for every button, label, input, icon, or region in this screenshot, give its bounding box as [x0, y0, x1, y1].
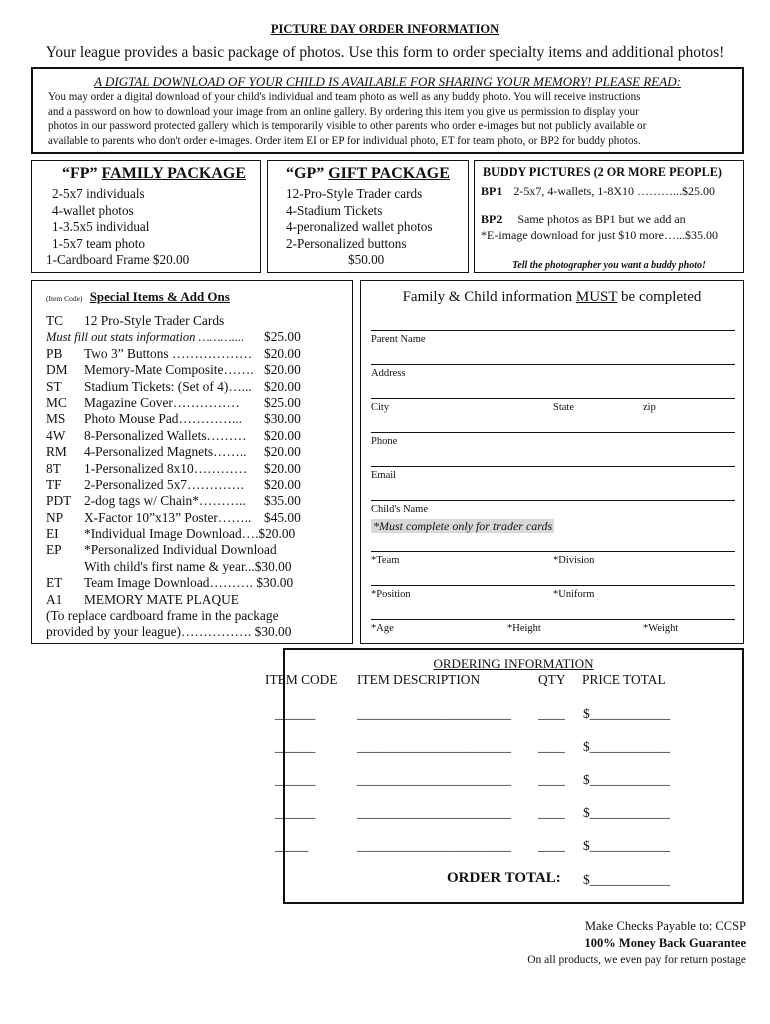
special-item-row	[46, 444, 352, 460]
item-code: TF	[46, 476, 62, 492]
item-price: $35.00	[264, 493, 301, 509]
item-code: 4W	[46, 427, 66, 443]
bp1-line	[481, 183, 743, 199]
buddy-pictures-box	[474, 160, 744, 273]
position-label: *Position	[371, 589, 411, 600]
special-heading	[46, 289, 352, 305]
item-code: DM	[46, 362, 68, 378]
fp-line: 2-5x7 individuals	[52, 186, 145, 201]
special-item-row	[46, 542, 352, 558]
col-price-total: PRICE TOTAL	[582, 672, 666, 687]
order-total-line-field[interactable]: $____________	[583, 739, 671, 754]
item-code: 8T	[46, 460, 61, 476]
ordering-heading: ORDERING INFORMATION	[433, 656, 594, 671]
item-description: Stadium Tickets: (Set of 4)…...	[84, 378, 252, 394]
fp-line: 1-Cardboard Frame $20.00	[46, 252, 190, 267]
gp-prefix: “GP”	[286, 165, 325, 182]
city-label: City	[371, 402, 390, 413]
buddy-heading: BUDDY PICTURES (2 OR MORE PEOPLE)	[483, 165, 722, 179]
item-price: $20.00	[264, 345, 301, 361]
child-note-text: *Must complete only for trader cards	[373, 519, 553, 533]
special-item-row	[46, 313, 352, 329]
age-label: *Age	[371, 623, 394, 634]
gp-price: $50.00	[348, 252, 385, 267]
age-line[interactable]	[371, 619, 735, 620]
order-item-description-field[interactable]: _______________________	[357, 772, 511, 787]
order-item-description-field[interactable]: _______________________	[357, 805, 511, 820]
phone-label: Phone	[371, 436, 398, 447]
special-tail: (To replace cardboard frame in the package	[46, 608, 279, 624]
item-code: EI	[46, 526, 59, 542]
item-code: MC	[46, 394, 67, 410]
special-item-row	[46, 575, 352, 591]
position-line[interactable]	[371, 585, 735, 586]
digital-body	[48, 90, 727, 148]
uniform-label: *Uniform	[553, 589, 595, 600]
parent-name-line[interactable]	[371, 330, 735, 331]
checks-payable: Make Checks Payable to: CCSP	[584, 919, 746, 933]
child-note	[371, 519, 554, 534]
order-total-field[interactable]: $____________	[583, 872, 671, 887]
order-total-line-field[interactable]: $____________	[583, 772, 671, 787]
order-total-line-field[interactable]: $____________	[583, 706, 671, 721]
item-price: $20.00	[264, 362, 301, 378]
state-label: State	[553, 402, 574, 413]
order-item-description-field[interactable]: _______________________	[357, 706, 511, 721]
bp1-code: BP1	[481, 184, 503, 198]
order-qty-field[interactable]: ____	[538, 805, 565, 820]
item-description: With child's first name & year...$30.00	[84, 558, 292, 574]
email-line[interactable]	[371, 466, 735, 467]
item-code: PB	[46, 345, 63, 361]
item-code: MS	[46, 411, 66, 427]
order-total-line-field[interactable]: $____________	[583, 805, 671, 820]
special-tail: provided by your league)……………. $30.00	[46, 624, 292, 640]
order-total-line-field[interactable]: $____________	[583, 838, 671, 853]
fp-line: 4-wallet photos	[52, 202, 134, 218]
item-description: Photo Mouse Pad…………...	[84, 411, 243, 427]
child-name-label: Child's Name	[371, 504, 429, 515]
item-price: $20.00	[264, 378, 301, 394]
digital-download-notice	[31, 67, 744, 154]
special-item-row	[46, 329, 352, 345]
item-code: TC	[46, 313, 64, 328]
digital-line: photos in our password protected gallery which is temporarily visible to other parents who order e-images but not publicly available or	[48, 120, 647, 132]
fp-line: 1-3.5x5 individual	[52, 219, 150, 234]
fp-title: FAMILY PACKAGE	[101, 165, 246, 182]
digital-heading: A DIGTAL DOWNLOAD OF YOUR CHILD IS AVAILABLE FOR SHARING YOUR MEMORY! PLEASE READ:	[94, 74, 681, 89]
special-item-row	[46, 493, 352, 509]
weight-label: *Weight	[643, 623, 679, 634]
order-total-label: ORDER TOTAL:	[447, 870, 561, 886]
item-price: $20.00	[264, 460, 301, 476]
item-description: Two 3” Buttons ………………	[84, 345, 253, 361]
family-heading	[361, 289, 743, 306]
item-description: 2-dog tags w/ Chain*………..	[84, 493, 246, 509]
page-title: PICTURE DAY ORDER INFORMATION	[270, 22, 500, 36]
fp-prefix: “FP”	[62, 165, 98, 182]
child-name-line[interactable]	[371, 500, 735, 501]
special-item-row	[46, 428, 352, 444]
item-price: $20.00	[264, 444, 301, 460]
family-heading-pre: Family & Child information	[402, 289, 576, 305]
item-description: Magazine Cover……………	[84, 394, 240, 410]
special-item-row	[46, 559, 352, 575]
order-qty-field[interactable]: ____	[538, 706, 565, 721]
family-package-box	[31, 160, 261, 273]
item-description: 2-Personalized 5x7………….	[84, 476, 244, 492]
item-price: $30.00	[264, 411, 301, 427]
parent-name-label: Parent Name	[371, 334, 426, 345]
order-qty-field[interactable]: ____	[538, 739, 565, 754]
item-description: Must fill out stats information ………....	[46, 330, 245, 345]
gp-line: 2-Personalized buttons	[286, 235, 407, 251]
digital-line: and a password on how to download your image from an online gallery. By ordering this item you give us permission to display your	[48, 105, 639, 118]
item-code: RM	[46, 444, 67, 460]
order-item-code-field[interactable]: ______	[275, 739, 316, 754]
item-code: NP	[46, 509, 64, 525]
order-qty-field[interactable]: ____	[538, 838, 565, 853]
ordering-info-box	[265, 648, 744, 904]
order-item-code-field[interactable]: _____	[275, 838, 309, 853]
gift-package-box	[267, 160, 469, 273]
special-title: Special Items & Add Ons	[89, 289, 230, 304]
item-code: A1	[46, 591, 63, 607]
bp2-line	[481, 211, 743, 227]
col-qty: QTY	[538, 672, 566, 687]
fp-line: 1-5x7 team photo	[52, 235, 146, 251]
special-items-list	[46, 313, 352, 608]
item-price: $45.00	[264, 509, 301, 525]
item-description: 1-Personalized 8x10…………	[84, 460, 248, 476]
special-item-row	[46, 395, 352, 411]
gp-heading	[286, 165, 468, 183]
fp-heading	[62, 165, 260, 183]
address-line[interactable]	[371, 364, 735, 365]
division-label: *Division	[553, 555, 595, 566]
item-description: MEMORY MATE PLAQUE	[84, 591, 239, 607]
gp-title: GIFT PACKAGE	[328, 165, 450, 182]
address-label: Address	[371, 368, 406, 379]
digital-line: You may order a digital download of your child's individual and team photo as well as any buddy photo. You will receive instructions	[48, 91, 641, 103]
email-label: Email	[371, 470, 397, 481]
item-price: $20.00	[264, 476, 301, 492]
item-description: *Personalized Individual Download	[84, 542, 277, 558]
special-item-row	[46, 346, 352, 362]
gp-line: 4-Stadium Tickets	[286, 202, 383, 218]
family-info-box	[360, 280, 744, 644]
col-item-description: ITEM DESCRIPTION	[357, 672, 481, 687]
item-price: $25.00	[264, 394, 301, 410]
item-code-label: (Item Code)	[46, 294, 83, 303]
order-qty-field[interactable]: ____	[538, 772, 565, 787]
item-code: EP	[46, 542, 62, 558]
item-description: 12 Pro-Style Trader Cards	[84, 313, 225, 328]
special-item-row	[46, 477, 352, 493]
item-price: $25.00	[264, 329, 301, 345]
col-item-code: ITEM CODE	[265, 672, 338, 687]
gp-line: 12-Pro-Style Trader cards	[286, 186, 423, 201]
return-postage-note: On all products, we even pay for return postage	[527, 954, 746, 966]
special-items-box	[31, 280, 353, 644]
order-item-code-field[interactable]: ______	[275, 805, 316, 820]
special-item-row	[46, 379, 352, 395]
special-item-row	[46, 362, 352, 378]
item-description: *Individual Image Download….$20.00	[84, 526, 296, 542]
zip-label: zip	[643, 402, 656, 413]
item-description: X-Factor 10”x13” Poster……..	[84, 509, 252, 525]
gp-line: 4-peronalized wallet photos	[286, 219, 433, 234]
order-item-code-field[interactable]: ______	[275, 706, 316, 721]
item-price: $20.00	[264, 427, 301, 443]
special-item-row	[46, 592, 352, 608]
order-item-description-field[interactable]: _______________________	[357, 739, 511, 754]
family-heading-post: be completed	[617, 289, 702, 305]
height-label: *Height	[507, 623, 541, 634]
order-item-description-field[interactable]: _______________________	[357, 838, 511, 853]
order-item-code-field[interactable]: ______	[275, 772, 316, 787]
family-heading-must: MUST	[575, 289, 618, 305]
bp2-text: Same photos as BP1 but we add an	[517, 212, 686, 226]
item-code: PDT	[46, 493, 72, 509]
digital-line: available to parents who don't order e-images. Order item EI or EP for individual photo, ET for team photo, or BP2 for buddy photos.	[48, 134, 641, 147]
item-description: 8-Personalized Wallets………	[84, 427, 247, 443]
item-description: 4-Personalized Magnets……..	[84, 444, 247, 460]
special-item-row	[46, 411, 352, 427]
bp2-line2: *E-image download for just $10 more…...$35.00	[481, 228, 718, 242]
bp1-text: 2-5x7, 4-wallets, 1-8X10 ………...$25.00	[513, 184, 715, 198]
special-item-row	[46, 461, 352, 477]
special-item-row	[46, 526, 352, 542]
team-label: *Team	[371, 555, 400, 566]
item-description: Team Image Download………. $30.00	[84, 575, 294, 591]
special-item-row	[46, 510, 352, 526]
buddy-note: Tell the photographer you want a buddy photo!	[512, 260, 706, 271]
item-code: ST	[46, 378, 62, 394]
team-line[interactable]	[371, 551, 735, 552]
phone-line[interactable]	[371, 432, 735, 433]
item-code: ET	[46, 575, 63, 591]
city-line[interactable]	[371, 398, 735, 399]
money-back-guarantee: 100% Money Back Guarantee	[584, 936, 746, 950]
footer	[527, 918, 746, 969]
page-subtitle: Your league provides a basic package of photos. Use this form to order specialty items and additional photos!	[45, 44, 725, 61]
item-description: Memory-Mate Composite…….	[84, 362, 254, 378]
bp2-code: BP2	[481, 212, 503, 226]
